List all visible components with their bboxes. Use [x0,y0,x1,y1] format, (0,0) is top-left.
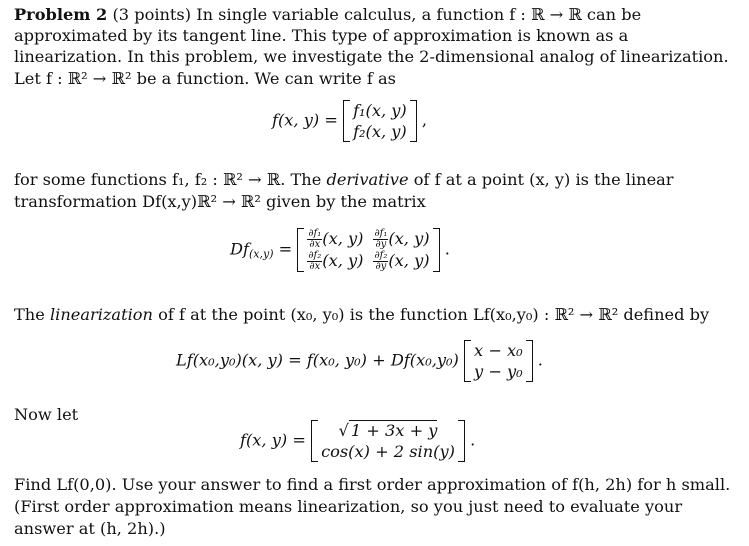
derivative-line-1-a: for some functions f₁, f₂ : ℝ² → ℝ. The [14,170,322,189]
eq2-lhs-sub: (x,y) [248,247,274,261]
eq1-vector [343,100,417,142]
derivative-line-1 [14,169,674,191]
linearization-line-b: of f at the point (x₀, y₀) is the function Lf(x₀,y₀) : ℝ² → ℝ² defined by [158,305,710,324]
eq4-row-2: cos(x) + 2 sin(y) [321,442,455,461]
intro-line-3: linearization. In this problem, we investigate the 2-dimensional analog of linearization. [14,47,729,66]
derivative-term: derivative [326,170,409,189]
eq2-equals: = [278,239,293,259]
derivative-line-1-b: of f at a point (x, y) is the linear [413,170,674,189]
eq1-tail: , [421,110,428,130]
find-line-2: (First order approximation means linearization, so you just need to evaluate your [14,497,683,516]
linearization-term: linearization [49,305,153,324]
eq4-row-1: √ 1 + 3x + y [338,421,438,440]
eq1-row-2: f₂(x, y) [353,122,407,141]
equation-linearization [176,340,543,382]
intro-line-1 [14,4,641,26]
problem-label: Problem 2 [14,5,108,24]
equation-jacobian [230,228,450,272]
derivative-line-2: transformation Df(x,y)ℝ² → ℝ² given by the matrix [14,192,426,211]
intro-line-4: Let f : ℝ² → ℝ² be a function. We can write f as [14,69,396,88]
eq4-tail: . [470,430,476,450]
equation-f-definition [272,100,427,142]
linearization-line [14,304,709,326]
now-let: Now let [14,405,79,424]
jacobian-row-2: $\frac{\text{∂f₂}}{\partial x}$ (x, y) $\frac{\text{∂f₂}}{\partial y}$ (x, y) [308,250,430,272]
eq3-lhs: Lf(x₀,y₀)(x, y) = f(x₀, y₀) + Df(x₀,y₀) [176,350,459,370]
eq3-vector [464,340,533,382]
jacobian-row-1: $\frac{\text{∂f₁}}{\partial x}$ (x, y) $\frac{\text{∂f₁}}{\partial y}$ (x, y) [308,228,430,250]
eq2-lhs: Df [230,239,249,259]
equation-given-f [240,420,475,462]
eq3-row-1: x − x₀ [474,341,523,360]
eq3-tail: . [537,350,543,370]
eq1-lhs: f(x, y) = [272,110,338,130]
find-line-3: answer at (h, 2h).) [14,519,166,538]
jacobian-matrix [297,228,439,272]
intro-line-2: approximated by its tangent line. This type of approximation is known as a [14,26,629,45]
eq4-lhs: f(x, y) = [240,430,306,450]
eq3-row-2: y − y₀ [474,362,523,381]
eq1-row-1: f₁(x, y) [353,101,407,120]
find-line-1: Find Lf(0,0). Use your answer to find a first order approximation of f(h, 2h) for h small. [14,475,731,494]
eq4-vector [311,420,465,462]
eq2-tail: . [444,239,450,259]
sqrt-symbol-icon: √ [338,421,349,440]
points-label: (3 points) [112,5,192,24]
intro-line-1-rest: In single variable calculus, a function f : ℝ → ℝ can be [196,5,642,24]
linearization-line-a: The [14,305,45,324]
